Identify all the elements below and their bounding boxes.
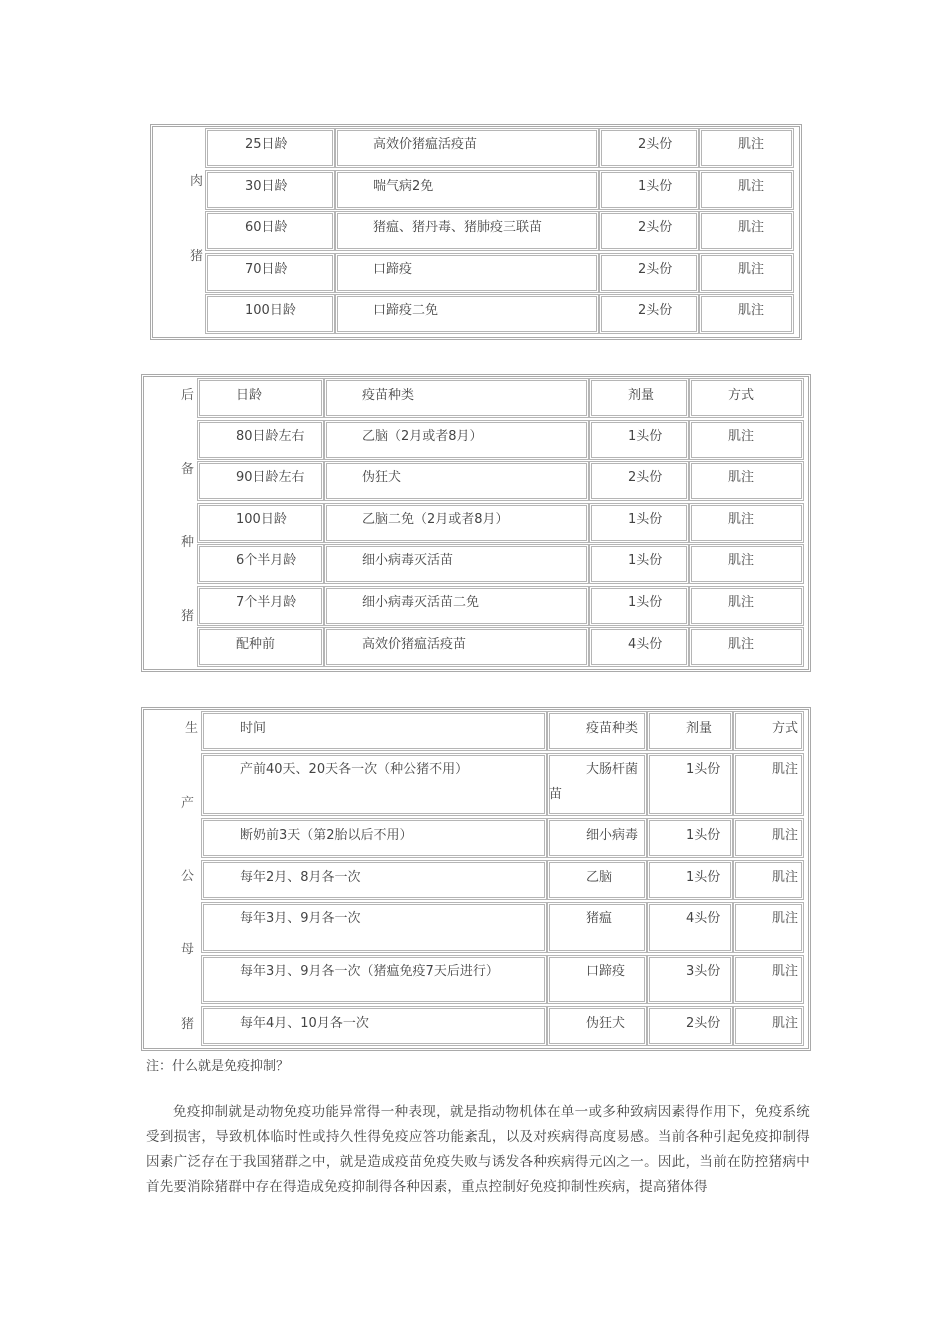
method-cell: 肌注: [728, 512, 755, 527]
dose-cell: 1头份: [686, 870, 721, 885]
age-cell: 60日龄: [245, 220, 288, 235]
vaccine-cell-wrap: 苗: [549, 787, 563, 802]
method-cell: 肌注: [728, 553, 755, 568]
body-paragraph: 免疫抑制就是动物免疫功能异常得一种表现，就是指动物机体在单一或多种致病因素得作用下，免疫系统受到损害，导致机体临时性或持久性得免疫应答功能紊乱，以及对疾病得高度易感。当前各种引起免疫抑制得因素广泛存在于我国猪群之中，就是造成疫苗免疫失败与诱发各种疾病得元凶之一。因此，当前在防控猪病中首先要消除猪群中存在得造成免疫抑制得各种因素，重点控制好免疫抑制性疾病，提高猪体得: [146, 1104, 810, 1195]
group-char: 猪: [190, 249, 204, 264]
dose-cell: 4头份: [686, 911, 721, 926]
vaccine-cell: 乙脑: [586, 870, 613, 885]
vaccine-cell: 口蹄疫二免: [373, 303, 439, 318]
age-cell: 配种前: [236, 637, 276, 652]
group-char: 后: [181, 388, 195, 403]
vaccine-cell: 伪狂犬: [362, 470, 402, 485]
time-cell: 断奶前3天（第2胎以后不用）: [240, 828, 413, 843]
group-char: 生: [185, 721, 199, 736]
method-cell: 肌注: [728, 637, 755, 652]
dose-cell: 4头份: [628, 637, 663, 652]
header-vaccine: 疫苗种类: [586, 721, 639, 736]
method-cell: 肌注: [772, 964, 799, 979]
note-question: 注：什么就是免疫抑制？: [146, 1059, 290, 1074]
age-cell: 25日龄: [245, 137, 288, 152]
header-vaccine: 疫苗种类: [362, 388, 415, 403]
age-cell: 90日龄左右: [236, 470, 305, 485]
vaccine-cell: 细小病毒: [586, 828, 639, 843]
dose-cell: 2头份: [638, 137, 673, 152]
dose-cell: 1头份: [628, 512, 663, 527]
dose-cell: 1头份: [686, 828, 721, 843]
vaccine-cell: 口蹄疫: [586, 964, 626, 979]
method-cell: 肌注: [738, 137, 765, 152]
vaccine-cell: 细小病毒灭活苗: [362, 553, 454, 568]
dose-cell: 1头份: [628, 553, 663, 568]
time-cell: 每年2月、8月各一次: [240, 870, 361, 885]
vaccine-cell: 高效价猪瘟活疫苗: [362, 637, 467, 652]
age-cell: 100日龄: [236, 512, 287, 527]
method-cell: 肌注: [738, 220, 765, 235]
time-cell: 每年4月、10月各一次: [240, 1016, 369, 1031]
group-char: 肉: [190, 174, 204, 189]
method-cell: 肌注: [738, 303, 765, 318]
age-cell: 80日龄左右: [236, 429, 305, 444]
time-cell: 每年3月、9月各一次（猪瘟免疫7天后进行）: [240, 964, 499, 979]
method-cell: 肌注: [738, 179, 765, 194]
vaccine-cell: 高效价猪瘟活疫苗: [373, 137, 478, 152]
dose-cell: 2头份: [638, 220, 673, 235]
group-char: 母: [181, 942, 195, 957]
method-cell: 肌注: [772, 911, 799, 926]
method-cell: 肌注: [728, 429, 755, 444]
method-cell: 肌注: [738, 262, 765, 277]
vaccine-cell: 大肠杆菌: [586, 762, 639, 777]
age-cell: 7个半月龄: [236, 595, 297, 610]
group-char: 猪: [181, 1017, 195, 1032]
dose-cell: 2头份: [638, 262, 673, 277]
header-age: 日龄: [236, 388, 263, 403]
vaccine-cell: 伪狂犬: [586, 1016, 626, 1031]
age-cell: 6个半月龄: [236, 553, 297, 568]
header-time: 时间: [240, 721, 267, 736]
vaccine-cell: 喘气病2免: [373, 179, 434, 194]
group-char: 猪: [181, 609, 195, 624]
time-cell: 产前40天、20天各一次（种公猪不用）: [240, 762, 469, 777]
vaccine-cell: 口蹄疫: [373, 262, 413, 277]
dose-cell: 2头份: [686, 1016, 721, 1031]
dose-cell: 3头份: [686, 964, 721, 979]
group-char: 备: [181, 462, 195, 477]
header-method: 方式: [728, 388, 755, 403]
vaccine-cell: 乙脑二免（2月或者8月）: [362, 512, 509, 527]
method-cell: 肌注: [772, 828, 799, 843]
dose-cell: 2头份: [638, 303, 673, 318]
header-dose: 剂量: [628, 388, 655, 403]
dose-cell: 1头份: [686, 762, 721, 777]
dose-cell: 1头份: [638, 179, 673, 194]
dose-cell: 2头份: [628, 470, 663, 485]
vaccine-cell: 乙脑（2月或者8月）: [362, 429, 483, 444]
group-char: 种: [181, 535, 195, 550]
time-cell: 每年3月、9月各一次: [240, 911, 361, 926]
group-char: 公: [181, 869, 195, 884]
vaccine-cell: 细小病毒灭活苗二免: [362, 595, 480, 610]
age-cell: 30日龄: [245, 179, 288, 194]
header-dose: 剂量: [686, 721, 713, 736]
group-char: 产: [181, 796, 195, 811]
dose-cell: 1头份: [628, 429, 663, 444]
header-method: 方式: [772, 721, 799, 736]
age-cell: 100日龄: [245, 303, 296, 318]
method-cell: 肌注: [772, 870, 799, 885]
vaccine-cell: 猪瘟: [586, 911, 613, 926]
method-cell: 肌注: [728, 470, 755, 485]
age-cell: 70日龄: [245, 262, 288, 277]
method-cell: 肌注: [772, 762, 799, 777]
dose-cell: 1头份: [628, 595, 663, 610]
method-cell: 肌注: [728, 595, 755, 610]
vaccine-cell: 猪瘟、猪丹毒、猪肺疫三联苗: [373, 220, 543, 235]
method-cell: 肌注: [772, 1016, 799, 1031]
